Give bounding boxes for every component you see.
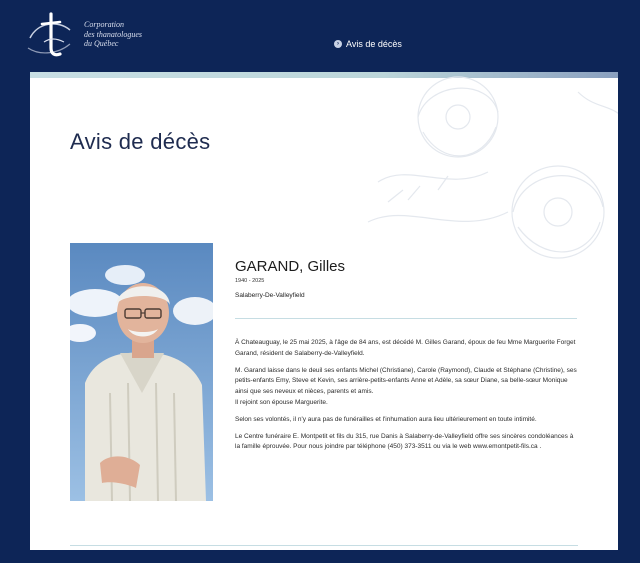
residence-city: Salaberry-De-Valleyfield xyxy=(235,292,305,299)
corporation-logo-icon[interactable] xyxy=(24,8,76,62)
obituary-paragraph: Il rejoint son épouse Marguerite. xyxy=(235,398,328,406)
obituary-paragraph: M. Garand laisse dans le deuil ses enfants Michel (Christiane), Carole (Raymond), Claude et Stéphane (Christine), ses petits-enfants Emy, Steve et Kevin, ses arrière-petits-enfants Anne et Adèle, sa sœur Diane, sa belle-sœur Monique ainsi que ses neveux et nièces, parents et amis. xyxy=(235,366,577,396)
obituary-card xyxy=(30,72,618,550)
obituary-paragraph: Selon ses volontés, il n'y aura pas de funérailles et l'inhumation aura lieu ultérieurement en toute intimité. xyxy=(235,415,537,423)
arrow-circle-icon: › xyxy=(334,40,342,48)
page-title: Avis de décès xyxy=(70,129,211,154)
floral-decoration-icon xyxy=(348,72,618,262)
org-name-line: Corporation xyxy=(84,20,125,29)
portrait-photo xyxy=(70,243,213,501)
obituary-paragraph: À Chateauguay, le 25 mai 2025, à l'âge de 84 ans, est décédé M. Gilles Garand, époux de feu Mme Marguerite Forget Garand, résident de Salaberry-de-Valleyfield. xyxy=(235,339,576,357)
obituary-paragraph: Le Centre funéraire E. Montpetit et fils du 315, rue Danis à Salaberry-de-Valleyfield offre ses sincères condoléances à la famille éprouvée. Pour nous joindre par téléphone (450) 373-3511 ou via le web www.emontpetit-fils.ca . xyxy=(235,432,574,451)
organization-name[interactable] xyxy=(84,20,142,49)
life-years: 1940 - 2025 xyxy=(235,278,265,284)
divider xyxy=(70,545,578,546)
divider xyxy=(235,318,577,319)
org-name-line: des thanatologues xyxy=(84,29,142,39)
nav-link-label: Avis de décès xyxy=(346,39,402,49)
site-header xyxy=(0,0,640,72)
nav-link-avis-de-deces[interactable] xyxy=(334,39,402,49)
deceased-name: GARAND, Gilles xyxy=(235,258,346,275)
obituary-text xyxy=(235,338,579,459)
org-name-line: du Québec xyxy=(84,39,119,48)
